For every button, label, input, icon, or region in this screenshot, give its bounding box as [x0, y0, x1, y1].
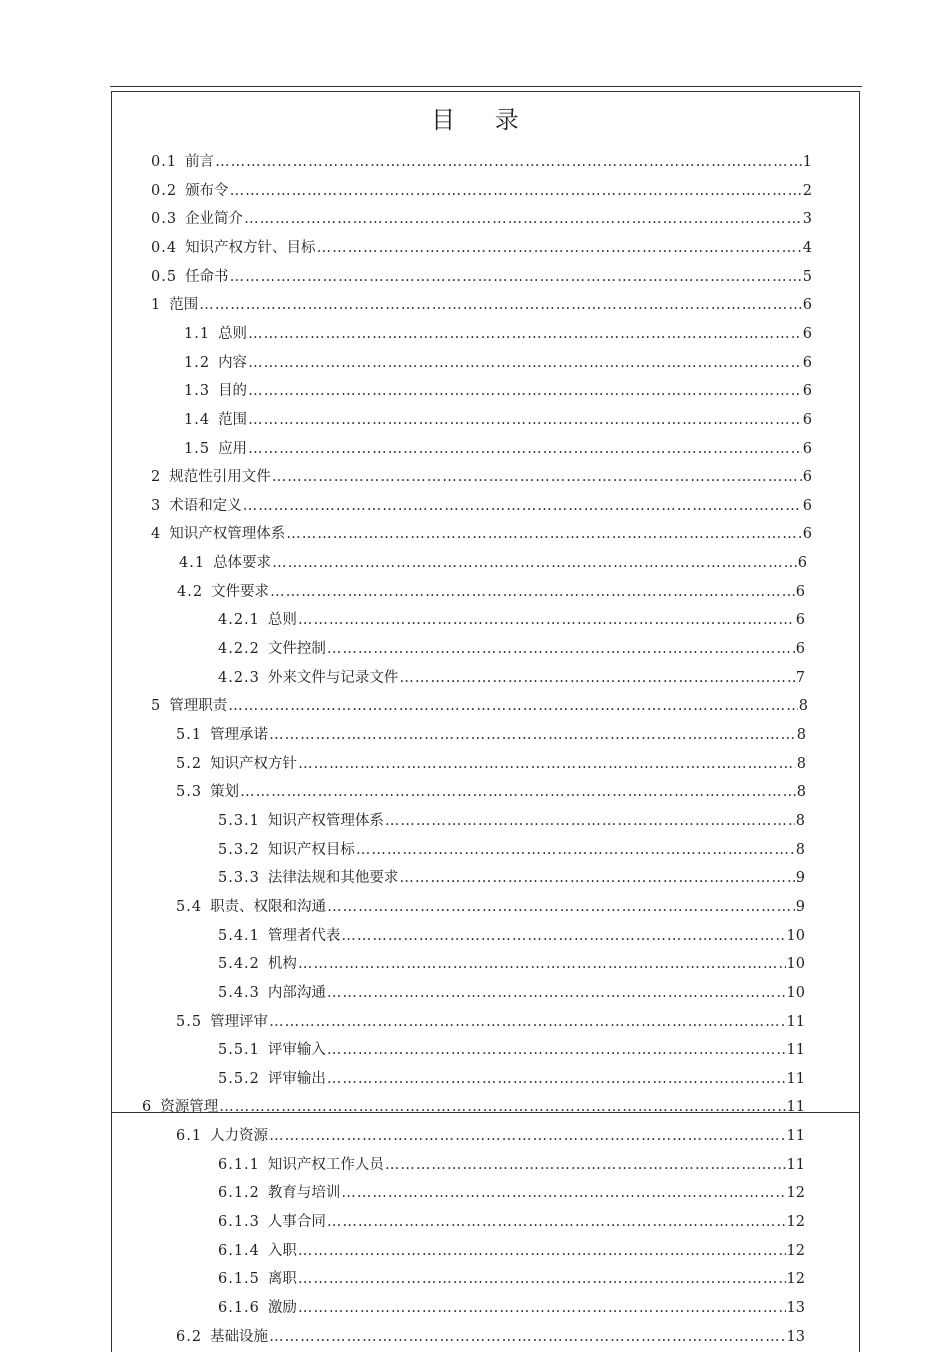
toc-entry-number: 3: [151, 497, 162, 514]
toc-entry-page: 6: [802, 497, 812, 514]
toc-entry-number: 5.4.3: [218, 984, 260, 1001]
toc-leader-dots: [327, 1065, 786, 1093]
toc-entry-page: 6: [802, 526, 812, 543]
toc-entry[interactable]: [184, 320, 812, 348]
toc-entry-label: 知识产权工作人员: [267, 1156, 384, 1173]
toc-leader-dots: [327, 1208, 786, 1236]
toc-entry-number: 0.4: [151, 239, 178, 256]
toc-entry-label: 知识产权管理体系: [267, 812, 384, 829]
toc-leader-dots: [327, 979, 786, 1007]
toc-entry[interactable]: [218, 1237, 805, 1265]
toc-leader-dots: [240, 778, 796, 806]
toc-entry-number: 4.1: [179, 555, 206, 572]
toc-entry-page: 10: [786, 984, 805, 1001]
toc-leader-dots: [298, 1237, 786, 1265]
toc-entry[interactable]: [179, 549, 807, 577]
toc-entry[interactable]: [176, 750, 806, 778]
toc-entry-page: 8: [795, 841, 805, 858]
toc-entry-label: 范围: [218, 411, 248, 428]
toc-leader-dots: [248, 377, 802, 405]
toc-entry[interactable]: [177, 578, 805, 606]
toc-leader-dots: [385, 1151, 786, 1179]
toc-leader-dots: [230, 177, 802, 205]
toc-leader-dots: [341, 922, 785, 950]
toc-entry-number: 6.1.1: [218, 1156, 260, 1173]
toc-leader-dots: [356, 836, 795, 864]
toc-entry-label: 离职: [267, 1271, 297, 1288]
toc-leader-dots: [243, 492, 802, 520]
toc-entry-label: 文件要求: [211, 583, 270, 600]
toc-entry[interactable]: [218, 1179, 805, 1207]
toc-entry-label: 评审输出: [267, 1070, 326, 1087]
toc-entry-page: 12: [786, 1242, 805, 1259]
toc-entry-page: 6: [795, 641, 805, 658]
toc-entry[interactable]: [218, 1151, 805, 1179]
toc-entry-page: 12: [786, 1214, 805, 1231]
toc-entry-label: 管理者代表: [267, 927, 341, 944]
toc-entry-page: 6: [797, 555, 807, 572]
toc-entry-number: 0.5: [151, 268, 178, 285]
toc-entry-page: 4: [802, 239, 812, 256]
header-rule: [110, 86, 862, 87]
toc-leader-dots: [228, 692, 798, 720]
toc-entry-number: 6.2: [176, 1328, 203, 1345]
toc-entry-label: 规范性引用文件: [169, 469, 271, 486]
toc-entry-number: 0.3: [151, 211, 178, 228]
toc-entry[interactable]: [184, 406, 812, 434]
toc-entry[interactable]: [176, 778, 806, 806]
toc-entry-page: 11: [786, 1042, 805, 1059]
toc-entry-label: 外来文件与记录文件: [267, 669, 399, 686]
toc-entry-page: 13: [786, 1328, 805, 1345]
toc-entry[interactable]: [218, 635, 805, 663]
toc-leader-dots: [272, 549, 797, 577]
toc-entry-number: 5.3.3: [218, 870, 260, 887]
toc-entry[interactable]: [151, 205, 812, 233]
toc-entry-page: 6: [802, 297, 812, 314]
toc-entry[interactable]: [218, 950, 805, 978]
toc-entry-number: 5.4.1: [218, 927, 260, 944]
toc-leader-dots: [327, 635, 795, 663]
toc-entry[interactable]: [218, 1294, 805, 1322]
toc-entry-number: 5.2: [176, 755, 203, 772]
toc-entry[interactable]: [151, 263, 812, 291]
toc-entry-label: 内部沟通: [267, 984, 326, 1001]
toc-entry-number: 6.1.5: [218, 1271, 260, 1288]
toc-entry-label: 知识产权管理体系: [169, 526, 286, 543]
toc-entry[interactable]: [151, 177, 812, 205]
toc-entry[interactable]: [218, 1208, 805, 1236]
toc-entry-label: 人力资源: [210, 1128, 269, 1145]
toc-entry-label: 任命书: [185, 268, 229, 285]
toc-entry-page: 6: [795, 583, 805, 600]
toc-entry-number: 4.2.3: [218, 669, 260, 686]
toc-entry-label: 管理职责: [169, 698, 228, 715]
toc-entry-number: 1.4: [184, 411, 211, 428]
toc-entry-page: 9: [795, 870, 805, 887]
toc-entry[interactable]: [151, 492, 812, 520]
toc-entry[interactable]: [176, 893, 805, 921]
toc-entry-number: 6: [142, 1099, 153, 1116]
toc-entry-label: 教育与培训: [267, 1185, 341, 1202]
toc-entry[interactable]: [218, 922, 805, 950]
toc-leader-dots: [269, 1323, 785, 1351]
toc-leader-dots: [269, 721, 796, 749]
toc-entry-page: 8: [795, 812, 805, 829]
toc-leader-dots: [341, 1179, 785, 1207]
toc-entry-number: 4.2.2: [218, 641, 260, 658]
toc-leader-dots: [298, 950, 786, 978]
toc-entry-number: 5.3: [176, 784, 203, 801]
toc-leader-dots: [298, 750, 796, 778]
toc-entry[interactable]: [151, 692, 808, 720]
toc-leader-dots: [327, 893, 795, 921]
toc-entry-page: 5: [802, 268, 812, 285]
toc-entry-label: 知识产权目标: [267, 841, 355, 858]
toc-entry-number: 5.5: [176, 1013, 203, 1030]
toc-entry-number: 6.1.4: [218, 1242, 260, 1259]
toc-entry-page: 8: [796, 784, 806, 801]
toc-leader-dots: [298, 1265, 786, 1293]
toc-entry-number: 1.1: [184, 325, 211, 342]
toc-entry-number: 5: [151, 698, 162, 715]
toc-entry-number: 4.2: [177, 583, 204, 600]
toc-entry[interactable]: [176, 1008, 805, 1036]
toc-entry[interactable]: [218, 606, 805, 634]
toc-leader-dots: [248, 320, 802, 348]
toc-entry[interactable]: [184, 349, 812, 377]
toc-entry-number: 0.1: [151, 154, 178, 170]
toc-entry-number: 5.5.1: [218, 1042, 260, 1059]
toc-leader-dots: [248, 435, 802, 463]
toc-entry-number: 6.1.6: [218, 1300, 260, 1316]
toc-entry-page: 2: [802, 182, 812, 199]
toc-entry-label: 术语和定义: [169, 497, 242, 514]
toc-entry-page: 8: [796, 755, 806, 772]
toc-entry-number: 1.5: [184, 440, 211, 457]
toc-leader-dots: [215, 148, 802, 176]
toc-entry-page: 6: [802, 469, 812, 486]
toc-leader-dots: [269, 1122, 785, 1150]
toc-leader-dots: [199, 291, 802, 319]
toc-entry-number: 5.4: [176, 898, 203, 915]
toc-entry-number: 1: [151, 297, 162, 314]
toc-entry-label: 评审输入: [267, 1042, 326, 1059]
toc-leader-dots: [269, 1008, 785, 1036]
toc-entry-number: 5.3.2: [218, 841, 260, 858]
toc-entry-page: 11: [786, 1099, 805, 1116]
toc-entry-label: 基础设施: [210, 1328, 269, 1345]
toc-entry-label: 应用: [218, 440, 248, 457]
toc-entry-page: 6: [802, 440, 812, 457]
toc-entry[interactable]: [218, 664, 805, 692]
toc-entry[interactable]: [184, 377, 812, 405]
toc-entry[interactable]: [151, 234, 812, 262]
toc-entry[interactable]: [218, 807, 805, 835]
toc-leader-dots: [298, 606, 795, 634]
toc-entry-number: 1.2: [184, 354, 211, 371]
toc-entry-number: 5.5.2: [218, 1070, 260, 1087]
toc-entry-label: 知识产权方针: [210, 755, 298, 772]
toc-entry-number: 5.3.1: [218, 812, 260, 829]
toc-leader-dots: [399, 864, 794, 892]
toc-entry[interactable]: [176, 721, 806, 749]
toc-entry-label: 颁布令: [185, 182, 229, 199]
toc-entry[interactable]: [151, 148, 812, 176]
toc-leader-dots: [272, 463, 802, 491]
toc-entry-label: 企业简介: [185, 211, 244, 228]
toc-entry[interactable]: [218, 1036, 805, 1064]
toc-leader-dots: [317, 234, 802, 262]
toc-entry-label: 策划: [210, 784, 240, 801]
toc-entry-label: 职责、权限和沟通: [210, 898, 327, 915]
toc-entry-number: 5.4.2: [218, 956, 260, 973]
toc-entry[interactable]: [218, 836, 805, 864]
toc-entry[interactable]: [218, 1265, 805, 1293]
toc-entry-label: 内容: [218, 354, 248, 371]
toc-leader-dots: [270, 578, 795, 606]
toc-entry-page: 12: [786, 1271, 805, 1288]
toc-entry-label: 范围: [169, 297, 199, 314]
toc-entry-page: 10: [786, 956, 805, 973]
toc-entry-label: 激励: [267, 1300, 297, 1316]
toc-entry[interactable]: [184, 435, 812, 463]
toc-entry[interactable]: [142, 1093, 805, 1121]
toc-entry-page: 7: [795, 669, 805, 686]
toc-entry-number: 1.3: [184, 383, 211, 400]
toc-entry[interactable]: [218, 864, 805, 892]
toc-entry-label: 总体要求: [213, 555, 272, 572]
toc-entry-page: 1: [802, 154, 812, 170]
toc-leader-dots: [219, 1093, 785, 1121]
toc-entry-label: 入职: [267, 1242, 297, 1259]
toc-entry-page: 8: [798, 698, 808, 715]
toc-entry[interactable]: [151, 463, 812, 491]
toc-leader-dots: [244, 205, 802, 233]
toc-entry-page: 13: [786, 1300, 805, 1316]
toc-entry-page: 12: [786, 1185, 805, 1202]
toc-leader-dots: [298, 1294, 786, 1322]
toc-entry-label: 机构: [267, 956, 297, 973]
toc-leader-dots: [327, 1036, 786, 1064]
toc-entry-label: 知识产权方针、目标: [185, 239, 316, 256]
toc-entry-page: 11: [786, 1156, 805, 1173]
toc-entry-page: 6: [802, 325, 812, 342]
toc-leader-dots: [286, 520, 802, 548]
toc-entry-number: 6.1.2: [218, 1185, 260, 1202]
toc-entry-page: 6: [802, 354, 812, 371]
toc-leader-dots: [385, 807, 795, 835]
toc-entry-label: 管理承诺: [210, 727, 269, 743]
toc-entry[interactable]: [151, 520, 812, 548]
toc-entry-page: 6: [795, 612, 805, 629]
toc-entry-page: 6: [802, 383, 812, 400]
toc-entry-page: 9: [795, 898, 805, 915]
toc-entry-label: 总则: [218, 325, 248, 342]
toc-leader-dots: [399, 664, 794, 692]
toc-entry-label: 文件控制: [267, 641, 326, 658]
toc-entry-number: 6.1: [176, 1128, 203, 1145]
toc-entry[interactable]: [218, 979, 805, 1007]
toc-leader-dots: [248, 349, 802, 377]
toc-entry-number: 4.2.1: [218, 612, 260, 629]
toc-entry-number: 0.2: [151, 182, 178, 199]
toc-entry[interactable]: [176, 1122, 805, 1150]
toc-leader-dots: [230, 263, 802, 291]
toc-entry-number: 5.1: [176, 727, 203, 743]
toc-entry[interactable]: [176, 1323, 805, 1351]
toc-entry-label: 资源管理: [160, 1099, 219, 1116]
toc-entry-page: 8: [796, 727, 806, 743]
toc-entry-page: 11: [786, 1013, 805, 1030]
toc-entry-number: 2: [151, 469, 162, 486]
toc-entry-page: 11: [786, 1070, 805, 1087]
toc-entry-page: 3: [802, 211, 812, 228]
toc-entry-page: 11: [786, 1128, 805, 1145]
toc-entry-label: 法律法规和其他要求: [267, 870, 399, 887]
toc-entry-label: 目的: [218, 383, 248, 400]
toc-entry[interactable]: [218, 1065, 805, 1093]
toc-entry-number: 6.1.3: [218, 1214, 260, 1231]
toc-entry-page: 10: [786, 927, 805, 944]
toc-entry-label: 人事合同: [267, 1214, 326, 1231]
toc-leader-dots: [248, 406, 802, 434]
toc-entry-page: 6: [802, 411, 812, 428]
toc-entry-label: 前言: [185, 154, 215, 170]
toc-entry-label: 总则: [267, 612, 297, 629]
toc-entry-number: 4: [151, 526, 162, 543]
toc-entry-label: 管理评审: [210, 1013, 269, 1030]
page-title: 目 录: [431, 106, 535, 134]
toc-entry[interactable]: [151, 291, 812, 319]
